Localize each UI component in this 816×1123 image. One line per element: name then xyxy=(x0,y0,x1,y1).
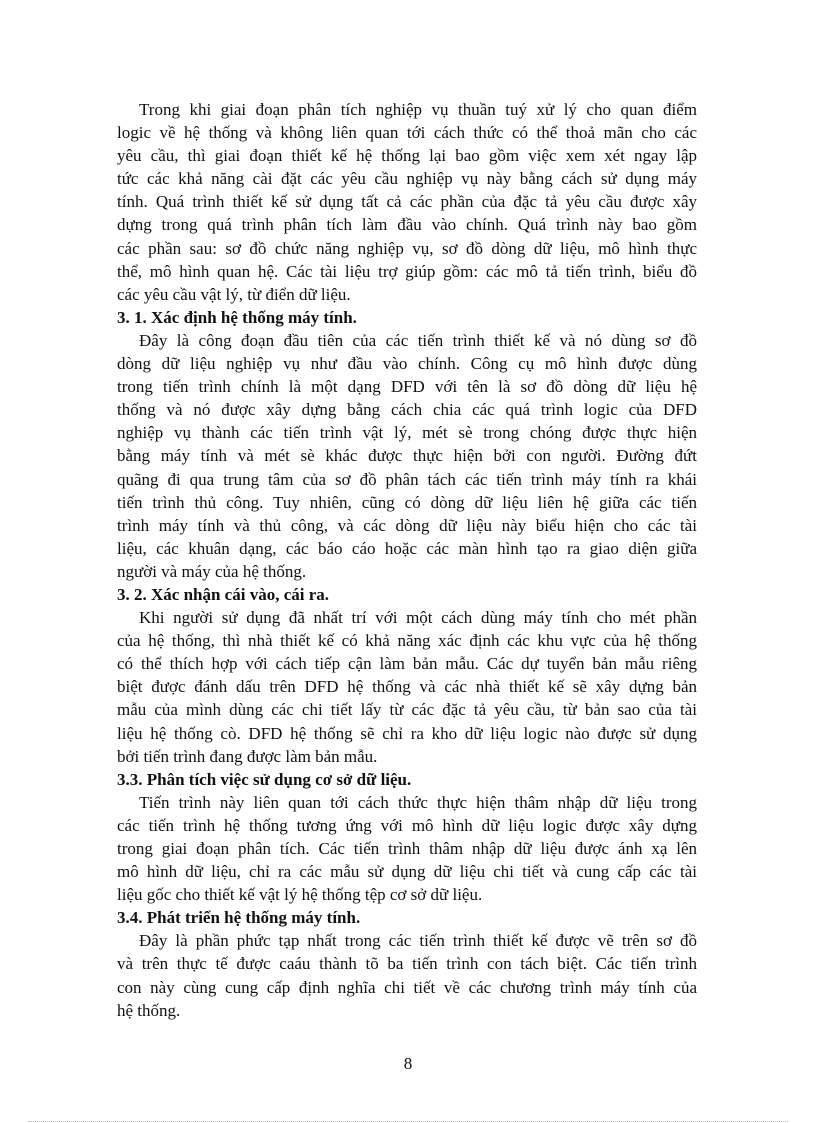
text-line: tiến trình thủ công. Tuy nhiên, cũng có dòng dữ liệu liên hệ giữa các tiến xyxy=(117,492,697,512)
text-line: tức các khả năng cài đặt các yêu cầu nghiệp vụ này bằng cách sử dụng máy xyxy=(117,169,697,189)
text-line: các phần sau: sơ đồ chức năng nghiệp vụ, sơ đồ dòng dữ liệu, mô hình thực xyxy=(117,238,697,258)
text-line: bằng máy tính và mét sè khác được thực hiện bởi con người. Đường đứt xyxy=(117,446,697,466)
paragraph xyxy=(117,606,697,768)
text-line: nghiệp vụ thành các tiến trình vật lý, mét sè trong chóng được thực hiện xyxy=(117,423,697,443)
text-line: Khi người sử dụng đã nhất trí với một cách dùng máy tính cho mét phần xyxy=(139,608,697,628)
paragraph xyxy=(117,791,697,906)
text-line: liệu gốc cho thiết kế vật lý hệ thống tệp cơ sở dữ liệu. xyxy=(117,885,483,905)
text-line: thống và nó được xây dựng bằng cách chia các quá trình logic của DFD xyxy=(117,400,697,420)
text-line: trong tiến trình chính là một dạng DFD với tên là sơ đồ dòng dữ liệu hệ xyxy=(117,377,697,397)
text-line: bởi tiến trình đang được làm bản mẫu. xyxy=(117,746,378,766)
text-line: thể, mô hình quan hệ. Các tài liệu trợ giúp gồm: các mô tả tiến trình, biểu đồ xyxy=(117,261,697,281)
page-bottom-divider xyxy=(28,1121,788,1122)
text-line: liệu hệ thống cò. DFD hệ thống sẽ chỉ ra kho dữ liệu logic nào được sử dụng xyxy=(117,723,697,743)
text-line: trình máy tính và thủ công, và các dòng dữ liệu này biểu hiện cho các tài xyxy=(117,515,697,535)
text-line: Trong khi giai đoạn phân tích nghiệp vụ thuần tuý xử lý cho quan điểm xyxy=(139,100,697,119)
text-line: biệt được đánh dấu trên DFD hệ thống và các nhà thiết kế sẽ xây dựng bản xyxy=(117,677,697,697)
text-line: các yêu cầu vật lý, từ điển dữ liệu. xyxy=(117,284,351,304)
section-heading: 3.4. Phát triển hệ thống máy tính. xyxy=(117,908,361,928)
paragraph xyxy=(117,329,697,583)
text-line: liệu, các khuân dạng, các báo cáo hoặc các màn hình tạo ra giao diện giữa xyxy=(117,538,697,558)
text-line: quãng đi qua trung tâm của sơ đồ phân tách các tiến trình máy tính ra khái xyxy=(117,469,697,489)
text-line: mô hình dữ liệu, chỉ ra các mẫu sử dụng dữ liệu chi tiết và cung cấp các tài xyxy=(117,862,697,882)
text-line: con này cùng cung cấp định nghĩa chi tiết về các chương trình máy tính của xyxy=(117,977,697,997)
text-line: logic về hệ thống và không liên quan tới cách thức có thể thoả mãn cho các xyxy=(117,123,697,143)
document-body xyxy=(117,98,697,1022)
text-line: Tiến trình này liên quan tới cách thức thực hiện thâm nhập dữ liệu trong xyxy=(139,792,697,812)
text-line: của hệ thống, thì nhà thiết kế có khả năng xác định các khu vực của hệ thống xyxy=(117,631,697,651)
text-line: có thể thích hợp với cách tiếp cận làm bản mẫu. Các dự tuyển bản mẫu riêng xyxy=(117,654,697,674)
text-line: Đây là phần phức tạp nhất trong các tiến trình thiết kế được vẽ trên sơ đồ xyxy=(139,931,697,951)
paragraph xyxy=(117,929,697,1021)
text-line: trong giai đoạn phân tích. Các tiến trình thâm nhập dữ liệu được ánh xạ lên xyxy=(117,839,697,858)
text-line: người và máy của hệ thống. xyxy=(117,561,307,581)
section-heading: 3. 2. Xác nhận cái vào, cái ra. xyxy=(117,584,330,604)
paragraph xyxy=(117,98,697,306)
text-line: mẫu của mình dùng các chi tiết lấy từ các đặc tả yêu cầu, từ bản sao của tài xyxy=(117,700,697,720)
text-line: và trên thực tế được caáu thành tõ ba tiến trình con tách biệt. Các tiến trình xyxy=(117,954,697,974)
text-line: yêu cầu, thì giai đoạn thiết kế hệ thống lại bao gồm việc xem xét ngay lập xyxy=(117,146,697,166)
section-heading: 3. 1. Xác định hệ thống máy tính. xyxy=(117,307,357,327)
section-heading: 3.3. Phân tích việc sử dụng cơ sở dữ liệu. xyxy=(117,769,412,789)
text-line: các tiến trình hệ thống tương ứng với mô hình dữ liệu logic được xây dựng xyxy=(117,815,697,835)
text-line: tính. Quá trình thiết kế sử dụng tất cả các phần của đặc tả yêu cầu được xây xyxy=(117,192,697,212)
text-line: hệ thống. xyxy=(117,1000,181,1020)
text-line: Đây là công đoạn đầu tiên của các tiến trình thiết kế và nó dùng sơ đồ xyxy=(139,330,697,350)
text-line: dựng trong quá trình phân tích làm đầu vào chính. Quá trình này bao gồm xyxy=(117,215,697,235)
page-number: 8 xyxy=(403,1054,413,1073)
text-line: dòng dữ liệu nghiệp vụ như đầu vào chính. Công cụ mô hình được dùng xyxy=(117,354,697,374)
